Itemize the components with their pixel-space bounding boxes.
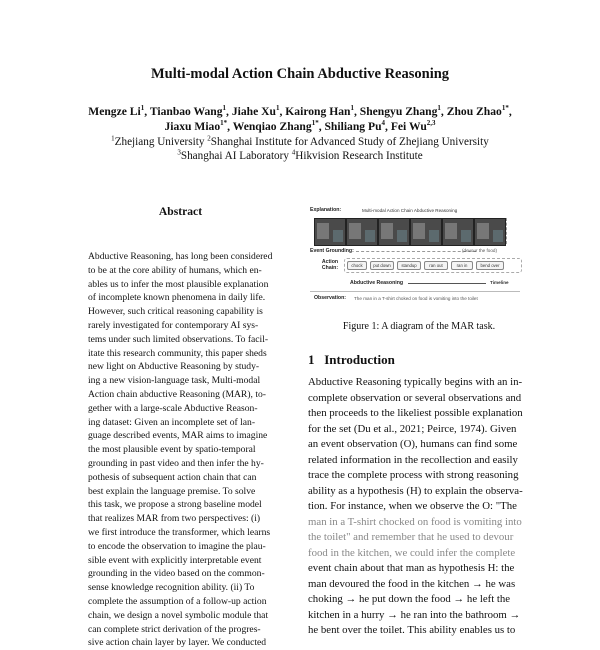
figure-caption: Figure 1: A diagram of the MAR task. xyxy=(342,321,496,332)
author-affiliation-marker: 1 xyxy=(275,104,280,112)
intro-line: trace the complete process with strong reasoning xyxy=(308,469,519,481)
abstract-line: sive action chain layer by layer. We conducted xyxy=(88,637,267,649)
intro-line: food in the kitchen, we could infer the complete xyxy=(308,546,516,559)
author-name: Fei Wu xyxy=(390,119,427,133)
abstract-line: Abductive Reasoning, has long been considered xyxy=(88,251,273,262)
video-frame xyxy=(314,218,346,246)
affiliation-name: Shanghai Institute for Advanced Study of Zhejiang University xyxy=(210,135,489,148)
abductive-reasoning-label: Abductive Reasoning xyxy=(350,280,404,286)
abstract-line: complete the assumption of a follow-up action xyxy=(88,596,267,607)
timeline-label: Timeline xyxy=(490,280,509,285)
abstract-line: we first introduce the transformer, which learns xyxy=(88,527,271,538)
affiliation-name: Hikvision Research Institute xyxy=(295,149,423,162)
section-heading-introduction xyxy=(308,352,395,368)
affiliation-marker: 1 xyxy=(111,134,115,142)
author-name: Jiaxu Miao xyxy=(164,119,221,133)
abstract-line: best explain the language premise. To solve xyxy=(88,485,256,497)
author-list-line-2: Jiaxu Miao$^{1*}$, Wenqiao Zhang$^{1*}$, Shiliang Pu$^4$, Fei Wu$^{2,3}$ xyxy=(164,119,436,133)
intro-line: tion. For instance, when we observe the O: "The xyxy=(308,500,517,512)
abstract-line: sense knowledge recognition ability. (ii) To xyxy=(88,582,255,594)
action-step: standup xyxy=(397,261,421,270)
intro-line: he bent over the toilet. This ability enables us to xyxy=(308,624,516,636)
intro-line: complete observation or several observations and xyxy=(308,391,522,404)
intro-line: for the set (Du et al., 2021; Peirce, 1974). Given xyxy=(308,422,517,435)
section-title: Introduction xyxy=(324,352,395,367)
video-frame xyxy=(378,218,410,246)
abstract-line: ing a new vision-language task, Multi-modal xyxy=(88,375,261,387)
action-step: chock xyxy=(347,261,367,270)
abstract-line: this task, we propose a strong baseline model xyxy=(88,499,262,511)
abstract-line: the most plausible event by spatio-temporal xyxy=(88,444,256,456)
abstract-line: However, such critical reasoning capability is xyxy=(88,306,263,318)
intro-line: man devoured the food in the kitchen → he was xyxy=(308,577,516,590)
action-chain-label: Action Chain: xyxy=(321,259,339,271)
abstract-line: that realizes MAR from two perspectives: (i) xyxy=(88,513,261,525)
intro-line: the toilet" and remember that he used to devour xyxy=(308,531,514,543)
intro-line: event chain about that man as hypothesis H: the xyxy=(308,562,515,574)
author-name: Shengyu Zhang xyxy=(359,104,438,118)
abstract-line: of incomplete known phenomena in daily life. xyxy=(88,292,266,304)
explanation-title: Multi-modal Action Chain Abductive Reasoning xyxy=(362,207,458,213)
action-step: put down xyxy=(370,261,394,270)
abstract-line: tems under such limited observations. To facil- xyxy=(88,333,269,345)
action-step: ran in xyxy=(451,261,473,270)
abstract-line: to be at the core ability of humans, which en- xyxy=(88,264,262,276)
author-name: Kairong Han xyxy=(285,104,351,118)
intro-line: choking → he put down the food → he left the xyxy=(308,593,511,605)
intro-line: related information in the recollection and easily xyxy=(308,453,518,466)
video-frame xyxy=(346,218,378,246)
affiliation-name: Zhejiang University xyxy=(114,135,205,148)
author-name: Mengze Li xyxy=(88,104,141,118)
event-grounding-text: (devour the food) xyxy=(462,248,497,253)
abstract-line: sible event with explicitly interpretable event xyxy=(88,554,262,566)
author-affiliation-marker: 1 xyxy=(222,104,227,112)
author-affiliation-marker: 4 xyxy=(381,119,386,127)
intro-line: then proceeds to the likeliest possible explanation xyxy=(308,407,523,419)
event-grounding-label: Event Grounding: xyxy=(310,248,354,254)
abstract-line: new light on Abductive Reasoning by study- xyxy=(88,361,260,373)
affiliation-name: Shanghai AI Laboratory xyxy=(180,149,289,162)
affiliation-marker: 4 xyxy=(291,148,296,156)
author-list-line-1: Mengze Li$^1$, Tianbao Wang$^1$, Jiahe Xu$^1$, Kairong Han$^1$, Shengyu Zhang$^1$, Zhou Zhao$^{1*}$, xyxy=(88,104,512,118)
affiliations-line-1 xyxy=(0,134,600,148)
intro-line: man in a T-shirt chocked on food is vomiting into xyxy=(308,515,522,528)
abstract-line: gether with a large-scale Abductive Reason- xyxy=(88,402,258,414)
author-name: Jiahe Xu xyxy=(231,104,276,118)
author-name: Wenqiao Zhang xyxy=(232,119,312,133)
action-step: bend over xyxy=(476,261,504,270)
affiliations-line-2 xyxy=(0,148,600,162)
paper-title: Multi-modal Action Chain Abductive Reasoning xyxy=(150,66,450,82)
author-affiliation-marker: 1 xyxy=(350,104,354,112)
video-frame xyxy=(474,218,506,246)
action-step: ran out xyxy=(424,261,448,270)
affiliation-marker: 3 xyxy=(177,148,181,156)
abstract-heading: Abstract xyxy=(158,205,203,218)
abstract-line: pothesis of subsequent action chain that can xyxy=(88,471,257,483)
author-affiliation-marker: 1 xyxy=(437,104,441,112)
section-number: 1 xyxy=(308,352,315,367)
abstract-line: Action chain abductive Reasoning (MAR), to- xyxy=(88,389,266,400)
intro-line: kitchen in a hurry → he ran into the bathroom → xyxy=(308,608,521,621)
author-affiliation-marker: 1* xyxy=(220,119,228,127)
author-affiliation-marker: 2,3 xyxy=(426,119,436,127)
author-affiliation-marker: 1 xyxy=(140,104,145,112)
author-name: Zhou Zhao xyxy=(446,104,502,118)
intro-line: an event observation (O), humans can find some xyxy=(308,438,518,450)
observation-label: Observation: xyxy=(314,295,346,301)
abstract-line: guage described events, MAR aims to imagine xyxy=(88,430,268,442)
intro-line: Abductive Reasoning typically begins with an in- xyxy=(308,376,523,388)
author-name: Shiliang Pu xyxy=(324,119,382,133)
author-affiliation-marker: 1* xyxy=(501,104,509,112)
author-affiliation-marker: 1* xyxy=(311,119,319,127)
abstract-line: grounding in past video and then infer the hy- xyxy=(88,458,264,469)
author-name: Tianbao Wang xyxy=(149,104,223,118)
abstract-line: rarely investigated for contemporary AI sys- xyxy=(88,320,259,331)
affiliation-marker: 2 xyxy=(207,134,211,142)
abstract-line: ing dataset: Given an incomplete set of lan- xyxy=(88,416,256,428)
observation-text: The man in a T-shirt choked on food is vomiting into the toilet xyxy=(354,295,478,301)
abstract-line: ables us to infer the most plausible explanation xyxy=(88,278,269,290)
explanation-label: Explanation: xyxy=(310,207,342,213)
abstract-line: to encode the observation to imagine the plau- xyxy=(88,540,266,552)
abstract-line: grounding in the video based on the common- xyxy=(88,568,265,580)
abstract-line: chain, we design a novel symbolic module that xyxy=(88,609,269,621)
video-frame xyxy=(442,218,474,246)
intro-line: ability as a hypothesis (H) to explain the observa- xyxy=(308,484,523,497)
abstract-line: itate this research community, this paper sheds xyxy=(88,347,267,359)
video-frame xyxy=(410,218,442,246)
abstract-line: can complete strict derivation of the progres- xyxy=(88,623,261,635)
mar-diagram xyxy=(310,207,526,307)
